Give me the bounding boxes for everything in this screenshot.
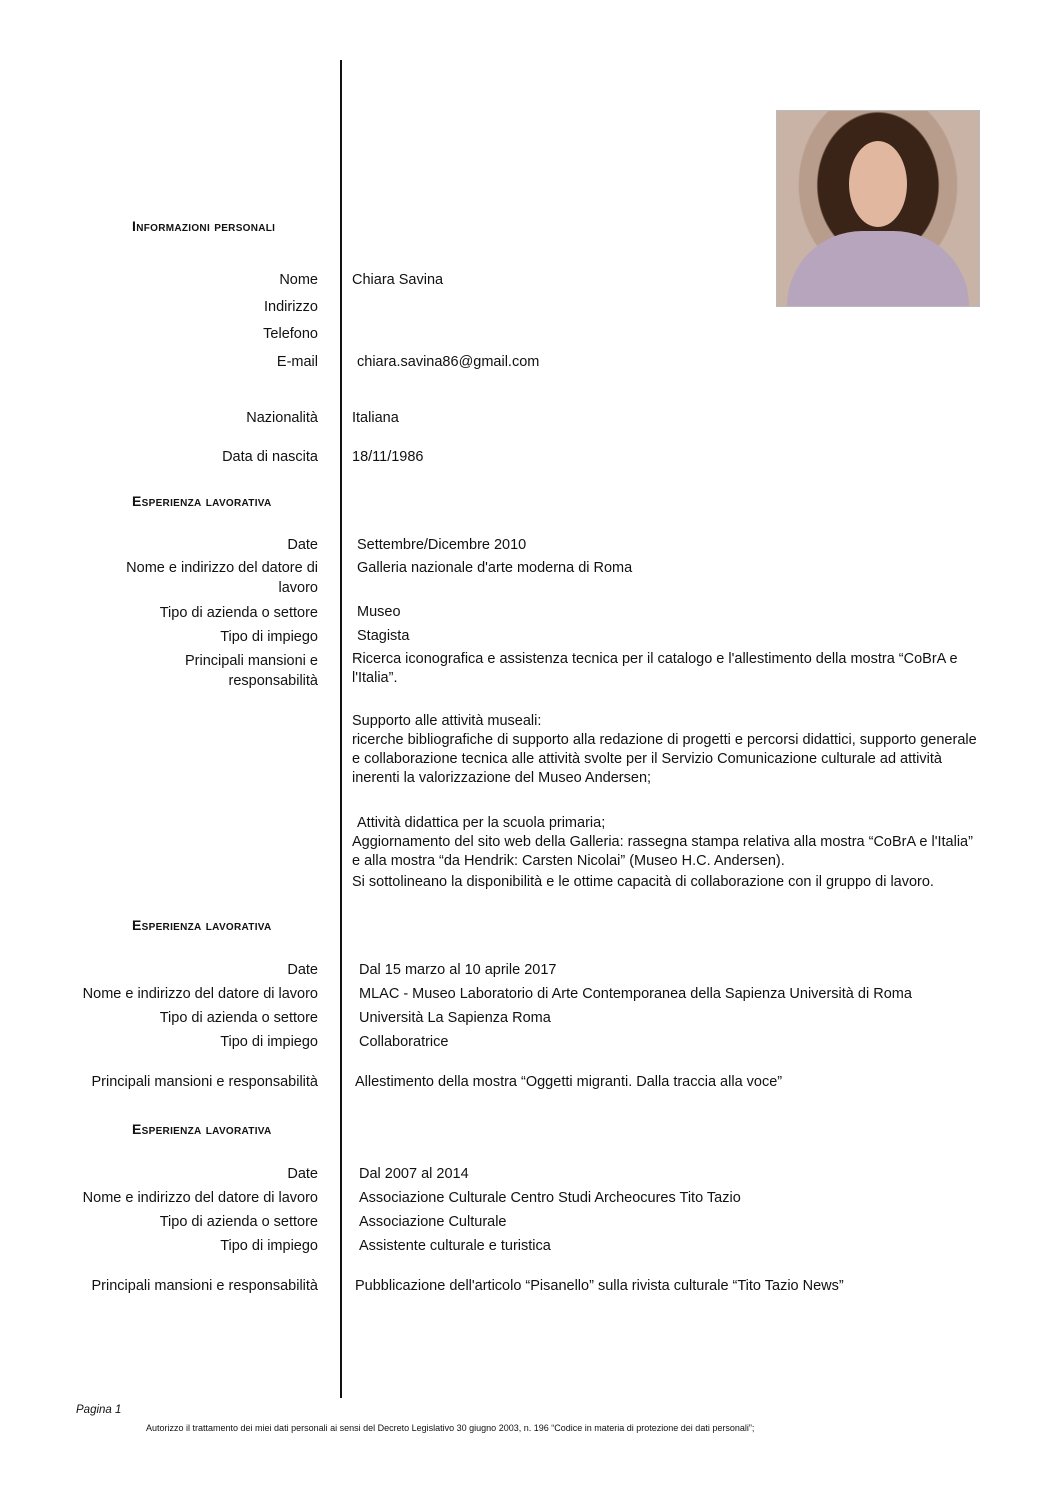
label-datore-1: Nome e indirizzo del datore di lavoro — [126, 560, 318, 596]
value-mansioni-3: Pubblicazione dell'articolo “Pisanello” sulla rivista culturale “Tito Tazio News” — [355, 1278, 844, 1294]
value-date-1: Settembre/Dicembre 2010 — [357, 537, 527, 553]
value-nascita: 18/11/1986 — [352, 449, 424, 465]
value-mansioni-2: Allestimento della mostra “Oggetti migranti. Dalla traccia alla voce” — [355, 1074, 783, 1090]
value-impiego-1: Stagista — [357, 628, 410, 644]
value-impiego-3: Assistente culturale e turistica — [359, 1238, 551, 1254]
label-datore-3: Nome e indirizzo del datore di lavoro — [82, 1190, 318, 1206]
value-date-3: Dal 2007 al 2014 — [359, 1166, 469, 1182]
value-email[interactable]: chiara.savina86@gmail.com — [357, 354, 540, 370]
label-azienda-1: Tipo di azienda o settore — [159, 605, 318, 621]
value-azienda-2: Università La Sapienza Roma — [359, 1010, 551, 1026]
value-azienda-1: Museo — [357, 604, 401, 620]
label-mansioni-2: Principali mansioni e responsabilità — [91, 1074, 318, 1090]
value-datore-2: MLAC - Museo Laboratorio di Arte Contemporanea della Sapienza Università di Roma — [359, 986, 912, 1002]
label-nascita: Data di nascita — [222, 449, 318, 465]
section-title-experience-1: Esperienza lavorativa — [132, 493, 272, 509]
photo-body-shape — [787, 231, 969, 306]
section-title-experience-3: Esperienza lavorativa — [132, 1121, 272, 1137]
value-mansioni-1-e: Aggiornamento del sito web della Galleria: rassegna stampa relativa alla mostra “CoBrA e l'Italia” e alla mostra “da Hendrik: Carsten Nicolai” (Museo H.C. Andersen). — [352, 834, 973, 869]
section-title-experience-2: Esperienza lavorativa — [132, 917, 272, 933]
label-datore-2: Nome e indirizzo del datore di lavoro — [82, 986, 318, 1002]
label-mansioni-1: Principali mansioni e responsabilità — [185, 653, 318, 689]
label-indirizzo: Indirizzo — [264, 299, 318, 315]
privacy-note: Autorizzo il trattamento dei miei dati personali ai sensi del Decreto Legislativo 30 giugno 2003, n. 196 “Codice in materia di protezione dei dati personali”; — [146, 1423, 755, 1433]
label-email: E-mail — [276, 354, 318, 370]
value-datore-1: Galleria nazionale d'arte moderna di Roma — [357, 560, 633, 576]
label-date-3: Date — [287, 1166, 318, 1182]
label-date-2: Date — [287, 962, 318, 978]
value-date-2: Dal 15 marzo al 10 aprile 2017 — [359, 962, 557, 978]
section-title-personal: Informazioni personali — [132, 218, 276, 234]
value-azienda-3: Associazione Culturale — [359, 1214, 507, 1230]
label-mansioni-3: Principali mansioni e responsabilità — [91, 1278, 318, 1294]
value-mansioni-1-c: ricerche bibliografiche di supporto alla redazione di progetti e percorsi didattici, supporto generale e collaborazione tecnica alle attività svolte per il Servizio Comunicazione culturale ad attività inerenti la valorizzazione del Museo Andersen; — [352, 732, 977, 786]
label-impiego-3: Tipo di impiego — [220, 1238, 318, 1254]
label-nome: Nome — [279, 272, 318, 288]
label-azienda-2: Tipo di azienda o settore — [159, 1010, 318, 1026]
label-nazionalita: Nazionalità — [246, 410, 318, 426]
photo-face-shape — [849, 141, 907, 227]
column-divider — [340, 60, 342, 1398]
label-telefono: Telefono — [263, 326, 318, 342]
value-mansioni-1-f: Si sottolineano la disponibilità e le ottime capacità di collaborazione con il gruppo di lavoro. — [352, 874, 934, 890]
label-impiego-2: Tipo di impiego — [220, 1034, 318, 1050]
value-impiego-2: Collaboratrice — [359, 1034, 449, 1050]
value-datore-3: Associazione Culturale Centro Studi Archeocures Tito Tazio — [359, 1190, 741, 1206]
label-date-1: Date — [287, 537, 318, 553]
page-number: Pagina 1 — [76, 1404, 122, 1416]
label-impiego-1: Tipo di impiego — [220, 629, 318, 645]
value-mansioni-1-d: Attività didattica per la scuola primaria; — [357, 815, 606, 831]
value-mansioni-1-b: Supporto alle attività museali: — [352, 713, 542, 729]
label-azienda-3: Tipo di azienda o settore — [159, 1214, 318, 1230]
value-nome: Chiara Savina — [352, 272, 444, 288]
value-nazionalita: Italiana — [352, 410, 399, 426]
value-mansioni-1-a: Ricerca iconografica e assistenza tecnica per il catalogo e l'allestimento della mostra “CoBrA e l'Italia”. — [352, 651, 958, 686]
